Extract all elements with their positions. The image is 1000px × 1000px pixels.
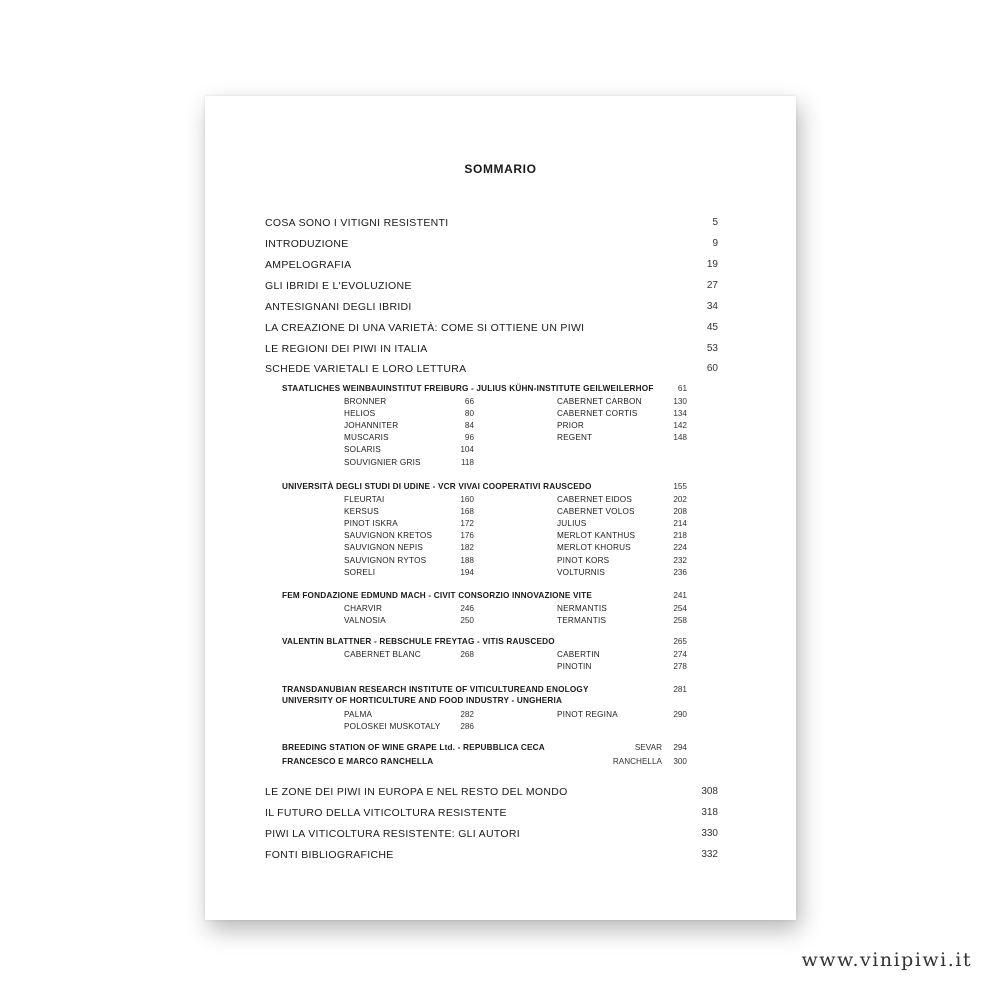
variety-page: 134 [673,409,687,419]
variety-name: CABERNET CORTIS [557,409,638,419]
toc-entry-page: 19 [706,259,718,270]
variety-page: 290 [673,710,687,719]
variety-name: BRONNER [344,397,387,406]
toc-entry-page: 5 [712,217,718,228]
variety-page: 218 [673,531,687,541]
group-page: 265 [673,637,687,646]
variety-name: PALMA [344,710,373,719]
variety-name: SAUVIGNON RYTOS [344,555,427,565]
toc-entry-page: 34 [706,301,718,312]
book-page [205,96,796,920]
variety-name: VALNOSIA [344,616,386,626]
variety-page: 282 [460,710,474,719]
variety-name: KERSUS [344,507,379,517]
variety-name: CHARVIR [344,604,383,613]
group-page: 61 [677,384,687,393]
website-watermark: www.vinipiwi.it [801,949,972,971]
variety-page: 160 [460,495,474,504]
variety-page: 224 [673,543,687,553]
variety-name: HELIOS [344,409,376,419]
variety-name: JULIUS [557,519,587,529]
variety-page: 194 [460,567,474,577]
variety-page: 254 [673,604,687,613]
variety-page: 104 [460,445,474,455]
toc-entry-title: GLI IBRIDI E L'EVOLUZIONE [265,280,412,292]
variety-name: SOUVIGNIER GRIS [344,457,421,467]
variety-name: PRIOR [557,421,584,431]
variety-page: 172 [460,519,474,529]
variety-page: 274 [673,650,687,659]
toc-entry-page: 9 [712,238,718,249]
variety-page: 176 [460,531,474,541]
variety-name: FLEURTAI [344,495,385,504]
group-page: 241 [673,591,687,600]
toc-entry-title: IL FUTURO DELLA VITICOLTURA RESISTENTE [265,807,507,819]
variety-name: CABERTIN [557,650,600,659]
toc-entry-title: LA CREAZIONE DI UNA VARIETÀ: COME SI OTTIENE UN PIWI [265,322,585,334]
variety-page: 182 [460,543,474,553]
variety-page: 202 [673,495,687,504]
toc-entry-page: 60 [706,363,718,374]
variety-name: SOLARIS [344,445,381,455]
toc-entry-page: 330 [701,828,718,839]
variety-name: MERLOT KANTHUS [557,531,636,541]
variety-page: 268 [460,650,474,659]
variety-page: 142 [673,421,687,431]
variety-name: NERMANTIS [557,604,608,613]
variety-page: 84 [464,421,474,431]
variety-name: JOHANNITER [344,421,399,431]
toc-entry-title: LE REGIONI DEI PIWI IN ITALIA [265,343,428,355]
toc-entry-page: 318 [701,807,718,818]
variety-page: 118 [460,457,474,467]
variety-name: CABERNET CARBON [557,397,642,406]
variety-name: PINOT REGINA [557,710,618,719]
variety-name: CABERNET BLANC [344,650,421,659]
group-title: TRANSDANUBIAN RESEARCH INSTITUTE OF VITICULTUREAND ENOLOGY [282,685,589,694]
variety-name: TERMANTIS [557,616,607,626]
group-page: 281 [673,685,687,694]
toc-entry-title: LE ZONE DEI PIWI IN EUROPA E NEL RESTO DEL MONDO [265,786,568,798]
variety-page: 246 [460,604,474,613]
group-title: FEM FONDAZIONE EDMUND MACH - CIVIT CONSORZIO INNOVAZIONE VITE [282,591,592,600]
variety-name: VOLTURNIS [557,567,606,577]
toc-entry-title: AMPELOGRAFIA [265,259,352,271]
toc-entry-title: COSA SONO I VITIGNI RESISTENTI [265,217,449,229]
group-title: STAATLICHES WEINBAUINSTITUT FREIBURG - JULIUS KÜHN-INSTITUTE GEILWEILERHOF [282,384,654,393]
variety-page: 168 [460,507,474,517]
variety-name: SAUVIGNON KRETOS [344,531,433,541]
variety-page: 208 [673,507,687,517]
toc-entry-page: 53 [706,343,718,354]
variety-page: 258 [673,616,687,626]
toc-entry-title: INTRODUZIONE [265,238,349,250]
group-title: FRANCESCO E MARCO RANCHELLA [282,757,434,766]
variety-name: PINOT ISKRA [344,519,398,529]
variety-page: 232 [673,555,687,565]
variety-page: 130 [673,397,687,406]
variety-name: CABERNET EIDOS [557,495,632,504]
variety-name: MUSCARIS [344,433,389,443]
variety-name: RANCHELLA [612,757,662,766]
variety-name: POLOSKEI MUSKOTALY [344,722,441,732]
variety-page: 250 [460,616,474,626]
variety-name: SORELI [344,567,376,577]
toc-entry-page: 308 [701,786,718,797]
variety-page: 188 [460,555,474,565]
variety-page: 80 [464,409,474,419]
toc-entry-page: 332 [701,849,718,860]
variety-name: PINOTIN [557,662,592,672]
variety-page: 278 [673,662,687,672]
toc-entry-title: FONTI BIBLIOGRAFICHE [265,849,394,861]
group-page: 300 [673,757,687,766]
toc-entry-title: PIWI LA VITICOLTURA RESISTENTE: GLI AUTORI [265,828,520,840]
toc-entry-title: ANTESIGNANI DEGLI IBRIDI [265,301,412,313]
group-title: UNIVERSITÀ DEGLI STUDI DI UDINE - VCR VIVAI COOPERATIVI RAUSCEDO [282,482,592,491]
group-title: BREEDING STATION OF WINE GRAPE Ltd. - REPUBBLICA CECA [282,743,545,752]
variety-name: REGENT [557,433,593,443]
variety-name: CABERNET VOLOS [557,507,635,517]
page-title: SOMMARIO [464,162,537,176]
variety-page: 236 [673,567,687,577]
variety-name: MERLOT KHORUS [557,543,631,553]
variety-page: 66 [464,397,474,406]
toc-entry-page: 45 [706,322,718,333]
group-subtitle: UNIVERSITY OF HORTICULTURE AND FOOD INDUSTRY - UNGHERIA [282,696,563,705]
group-page: 294 [673,743,687,752]
group-title: VALENTIN BLATTNER - REBSCHULE FREYTAG - VITIS RAUSCEDO [282,637,555,646]
variety-name: PINOT KORS [557,555,610,565]
toc-entry-title: SCHEDE VARIETALI E LORO LETTURA [265,363,467,375]
variety-page: 148 [673,433,687,443]
group-page: 155 [673,482,687,491]
variety-page: 96 [464,433,474,443]
toc-entry-page: 27 [706,280,718,291]
variety-name: SEVAR [634,743,662,752]
variety-page: 286 [460,722,474,732]
variety-name: SAUVIGNON NEPIS [344,543,423,553]
variety-page: 214 [673,519,687,529]
